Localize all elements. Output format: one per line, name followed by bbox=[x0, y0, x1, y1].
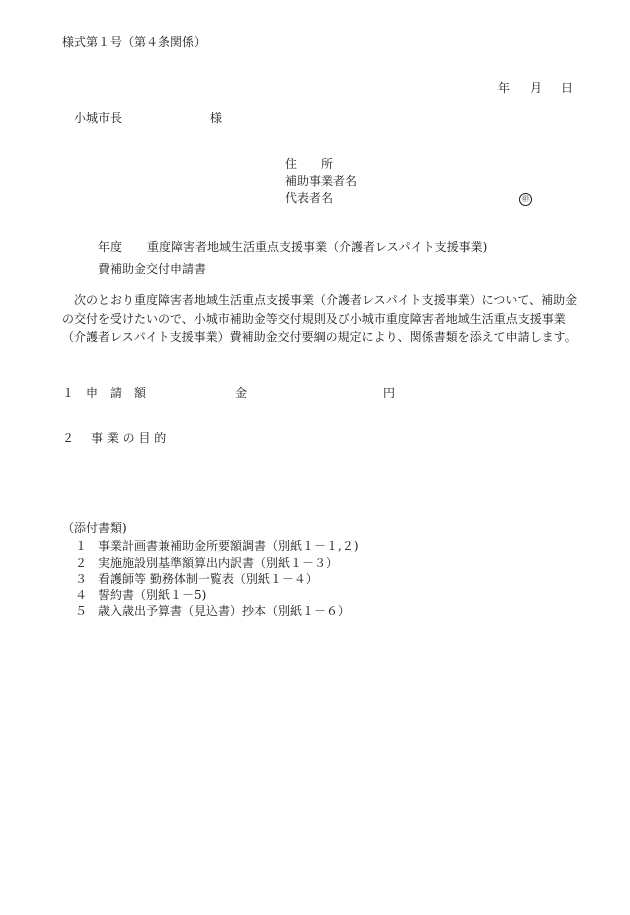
date-day-label: 日 bbox=[561, 81, 574, 95]
form-number: 様式第１号（第４条関係） bbox=[62, 35, 207, 49]
item1-label: 申 請 額 bbox=[86, 386, 147, 400]
addressee-honorific: 様 bbox=[210, 111, 223, 125]
attachment-number: ２ bbox=[75, 556, 88, 570]
seal-icon: ㊞ bbox=[519, 193, 532, 206]
attachment-text: 歳入歳出予算書（見込書）抄本（別紙１－６） bbox=[98, 604, 351, 618]
addressee-name: 小城市長 bbox=[74, 111, 123, 125]
title-line1: 重度障害者地域生活重点支援事業（介護者レスパイト支援事業) bbox=[147, 240, 488, 254]
item2-label: 事 業 の 目 的 bbox=[91, 431, 167, 445]
item2-number: ２ bbox=[62, 431, 75, 445]
attachment-text: 事業計画書兼補助金所要額調書（別紙１－１,２) bbox=[98, 539, 359, 553]
attachments-heading: （添付書類) bbox=[62, 521, 127, 535]
applicant-address-label: 住 所 bbox=[285, 157, 334, 171]
item1-prefix: 金 bbox=[235, 386, 248, 400]
attachment-number: １ bbox=[75, 539, 88, 553]
attachment-number: ５ bbox=[75, 604, 88, 618]
date-month-label: 月 bbox=[530, 81, 543, 95]
item1-unit: 円 bbox=[383, 386, 396, 400]
item1-number: １ bbox=[62, 386, 75, 400]
attachment-text: 誓約書（別紙１－5) bbox=[98, 588, 207, 602]
applicant-representative-label: 代表者名 bbox=[285, 191, 334, 205]
seal-mark bbox=[519, 191, 532, 206]
title-year-label: 年度 bbox=[98, 240, 123, 254]
body-text: 次のとおり重度障害者地域生活重点支援事業（介護者レスパイト支援事業）について、補助金の交付を受けたいので、小城市補助金等交付規則及び小城市重度障害者地域生活重点支援事業（介護者レスパイト支援事業）費補助金交付要綱の規定により、関係書類を添えて申請します。 bbox=[62, 293, 578, 344]
attachment-text: 実施施設別基準額算出内訳書（別紙１－３） bbox=[98, 556, 339, 570]
date-year-label: 年 bbox=[498, 81, 511, 95]
applicant-business-name-label: 補助事業者名 bbox=[285, 174, 358, 188]
attachment-text: 看護師等 勤務体制一覧表（別紙１－４） bbox=[98, 572, 318, 586]
attachment-number: ４ bbox=[75, 588, 88, 602]
attachment-number: ３ bbox=[75, 572, 88, 586]
title-line2: 費補助金交付申請書 bbox=[98, 262, 207, 276]
